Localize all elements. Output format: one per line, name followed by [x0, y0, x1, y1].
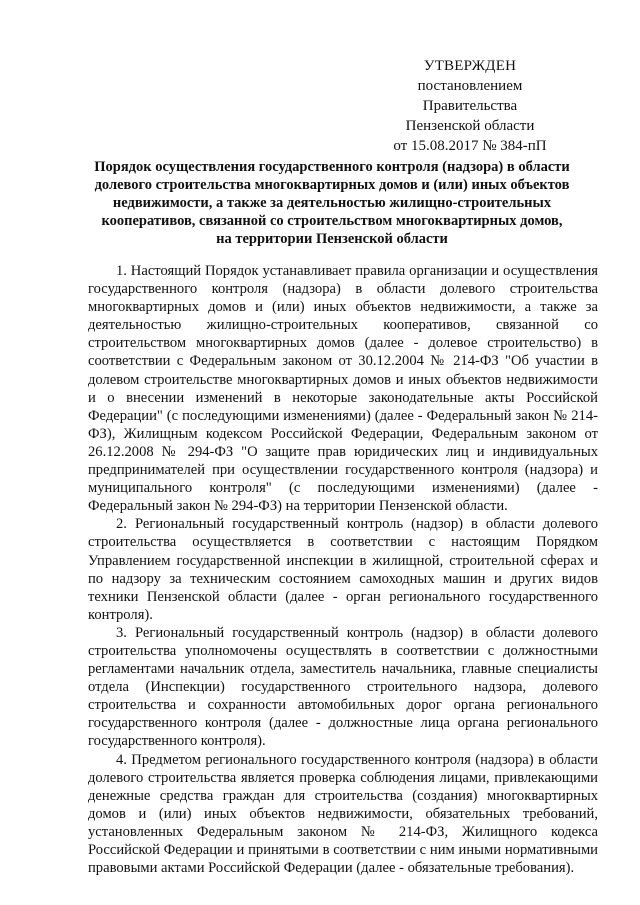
paragraph-2: 2. Региональный государственный контроль (надзор) в области долевого строительства осуществляется в соответствии с настоящим Порядком Управлением государственной инспекции в жилищной, строительной сферах и по надзору за техническим состоянием самоходных машин и других видов техники Пензенской области (далее - орган регионального государственного контроля). — [88, 516, 598, 623]
title-line: недвижимости, а также за деятельностью жилищно-строительных — [112, 195, 552, 211]
approval-line-resolution: постановлением Правительства — [417, 78, 523, 114]
title-line: долевого строительства многоквартирных домов и (или) иных объектов — [94, 177, 570, 193]
approval-line-region: Пензенской области — [405, 118, 535, 134]
document-title — [72, 158, 592, 248]
title-line: кооперативов, связанной со строительством многоквартирных домов, — [101, 213, 563, 229]
approval-heading: УТВЕРЖДЕН — [423, 58, 517, 74]
paragraph-3: 3. Региональный государственный контроль (надзор) в области долевого строительства уполномочены осуществлять в соответствии с должностными регламентами начальник отдела, заместитель начальника, главные специалисты отдела (Инспекции) государственного строительного надзора, долевого строительства и сохранности автомобильных дорог органа регионального государственного контроля (далее - должностные лица органа регионального государственного контроля). — [88, 624, 598, 750]
title-line: на территории Пензенской области — [216, 231, 448, 247]
approval-line-date-number: от 15.08.2017 № 384-пП — [393, 138, 547, 154]
approval-stamp — [370, 56, 570, 156]
paragraph-1: 1. Настоящий Порядок устанавливает правила организации и осуществления государственного контроля (надзора) в области долевого строительства многоквартирных домов и (или) иных объектов недвижимости, а также за деятельностью жилищно-строительных кооперативов, связанной со строительством многоквартирных домов (далее - долевое строительство) в соответствии с Федеральным законом от 30.12.2004 № 214-ФЗ "Об участии в долевом строительстве многоквартирных домов и иных объектов недвижимости и о внесении изменений в некоторые законодательные акты Российской Федерации" (с последующими изменениями) (далее - Федеральный закон № 214-ФЗ), Жилищным кодексом Российской Федерации, Федеральным законом от 26.12.2008 № 294-ФЗ "О защите прав юридических лиц и индивидуальных предпринимателей при осуществлении государственного контроля (надзора) и муниципального контроля" (с последующими изменениями) (далее - Федеральный закон № 294-ФЗ) на территории Пензенской области. — [88, 263, 598, 515]
paragraph-4: 4. Предметом регионального государственного контроля (надзора) в области долевого строительства является проверка соблюдения лицами, привлекающими денежные средства граждан для строительства (создания) многоквартирных домов и (или) иных объектов недвижимости, обязательных требований, установленных Федеральным законом № 214-ФЗ, Жилищного кодекса Российской Федерации и принятыми в соответствии с ним иными нормативными правовыми актами Российской Федерации (далее - обязательные требования). — [88, 751, 598, 877]
document-body — [88, 262, 598, 877]
title-line: Порядок осуществления государственного контроля (надзора) в области — [94, 159, 570, 175]
